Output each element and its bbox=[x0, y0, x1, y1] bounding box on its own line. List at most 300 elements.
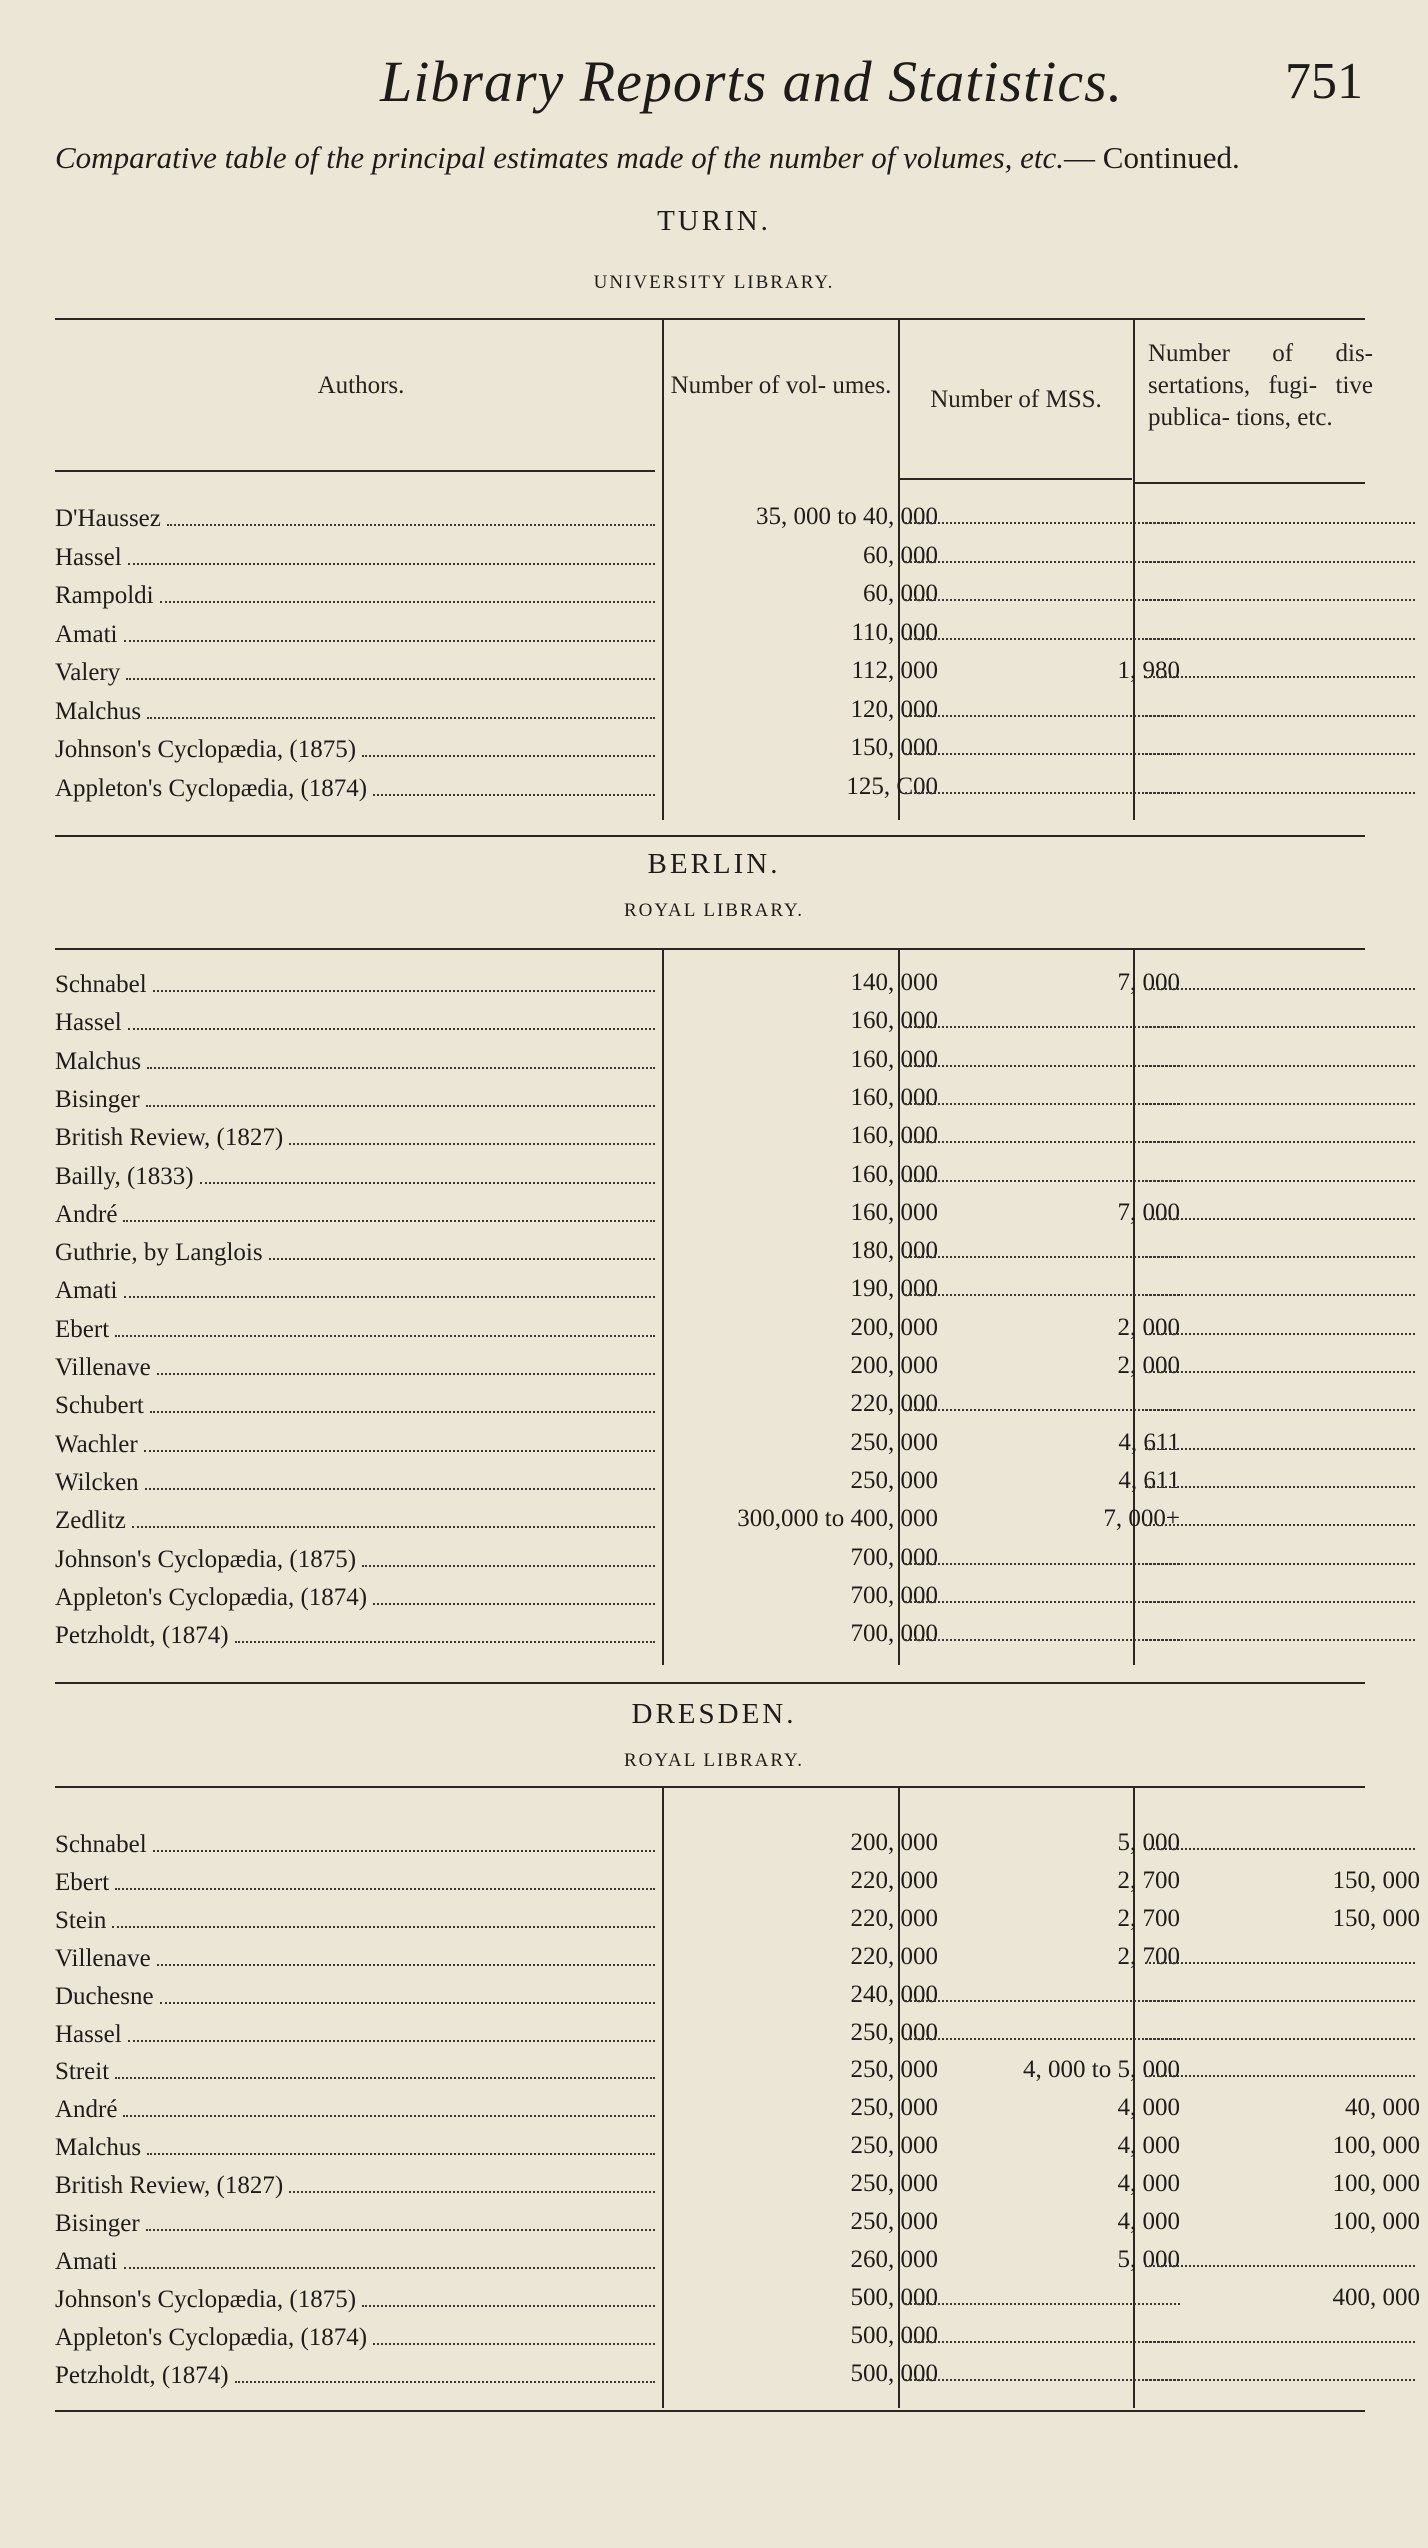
dot-leader bbox=[153, 964, 655, 992]
mss-cell: 2, 700 bbox=[1117, 1904, 1180, 1932]
author-name: Amati bbox=[55, 1277, 118, 1305]
author-cell bbox=[55, 2317, 655, 2355]
section-top-rule bbox=[55, 948, 1365, 950]
author-cell bbox=[55, 1041, 655, 1079]
volumes-cell: 160, 000 bbox=[850, 1007, 938, 1035]
table-row bbox=[55, 2241, 1365, 2279]
author-name: Hassel bbox=[55, 543, 122, 571]
header-underline-authors bbox=[55, 470, 655, 472]
column-header-volumes: Number of vol- umes. bbox=[670, 372, 892, 399]
dissertations-dot-leader bbox=[1145, 1938, 1415, 1964]
table-row bbox=[55, 614, 1365, 652]
author-name: Villenave bbox=[55, 1944, 151, 1972]
mss-dot-leader bbox=[905, 1002, 1180, 1028]
table-row bbox=[55, 2165, 1420, 2203]
mss-cell: 4, 611 bbox=[1118, 1466, 1180, 1494]
author-cell bbox=[55, 2165, 655, 2203]
dissertations-cell: 100, 000 bbox=[1332, 2208, 1420, 2235]
table-row bbox=[55, 1824, 1365, 1862]
author-name: André bbox=[55, 1200, 118, 1228]
volumes-cell: 240, 000 bbox=[850, 1980, 938, 2008]
author-cell bbox=[55, 1117, 655, 1155]
author-cell bbox=[55, 1539, 655, 1577]
dissertations-dot-leader bbox=[1145, 2051, 1415, 2077]
author-cell bbox=[55, 1194, 655, 1232]
column-header-mss: Number of MSS. bbox=[930, 386, 1102, 413]
author-name: Amati bbox=[55, 2247, 118, 2275]
mss-cell: 2, 700 bbox=[1117, 1866, 1180, 1894]
author-name: British Review, (1827) bbox=[55, 2172, 284, 2200]
table-row bbox=[55, 1500, 1365, 1538]
mss-dot-leader bbox=[905, 1079, 1180, 1105]
dissertations-dot-leader bbox=[1145, 1002, 1415, 1028]
running-title: Library Reports and Statistics. bbox=[380, 49, 1124, 114]
table-row bbox=[55, 1615, 1365, 1653]
dot-leader bbox=[373, 768, 655, 796]
table-row bbox=[55, 537, 1365, 575]
mss-cell: 4, 000 bbox=[1117, 2132, 1180, 2160]
header-underline-dissertations bbox=[1135, 482, 1365, 484]
author-name: Guthrie, by Langlois bbox=[55, 1239, 263, 1267]
volumes-cell: 250, 000 bbox=[850, 2132, 938, 2160]
table-row bbox=[55, 1079, 1365, 1117]
mss-dot-leader bbox=[905, 1156, 1180, 1182]
mss-cell: 4, 000 bbox=[1117, 2208, 1180, 2235]
table-row bbox=[55, 1156, 1365, 1194]
author-cell bbox=[55, 2089, 655, 2127]
volumes-cell: 160, 000 bbox=[850, 1045, 938, 1073]
author-name: Johnson's Cyclopædia, (1875) bbox=[55, 736, 357, 763]
dissertations-dot-leader bbox=[1145, 2241, 1415, 2267]
mss-cell: 7, 000+ bbox=[1103, 1505, 1180, 1533]
column-header-dissertations: Number of dis- sertations, fugi- tive publica- tions, etc. bbox=[1148, 340, 1373, 431]
author-name: Petzholdt, (1874) bbox=[55, 2361, 229, 2389]
volumes-cell: 60, 000 bbox=[863, 541, 938, 569]
table-row bbox=[55, 2127, 1420, 2165]
table-row bbox=[55, 1232, 1365, 1270]
mss-dot-leader bbox=[905, 2014, 1180, 2040]
author-cell bbox=[55, 1385, 655, 1423]
dot-leader bbox=[150, 1385, 655, 1413]
dissertations-dot-leader bbox=[1145, 1079, 1415, 1105]
dissertations-dot-leader bbox=[1145, 1462, 1415, 1488]
author-cell bbox=[55, 2051, 655, 2089]
dot-leader bbox=[112, 1900, 655, 1928]
mss-dot-leader bbox=[905, 1615, 1180, 1641]
dissertations-cell: 150, 000 bbox=[1332, 1904, 1420, 1932]
table-row bbox=[55, 1347, 1365, 1385]
volumes-cell: 250, 000 bbox=[850, 1466, 938, 1494]
dissertations-dot-leader bbox=[1145, 1309, 1415, 1335]
mss-dot-leader bbox=[905, 2279, 1180, 2305]
dissertations-dot-leader bbox=[1145, 768, 1415, 794]
mss-dot-leader bbox=[905, 729, 1180, 755]
author-name: Appleton's Cyclopædia, (1874) bbox=[55, 2323, 368, 2351]
dissertations-dot-leader bbox=[1145, 614, 1415, 640]
page-number: 751 bbox=[1285, 53, 1363, 110]
mss-cell: 4, 000 bbox=[1117, 2170, 1180, 2198]
volumes-cell: 700, 000 bbox=[850, 1581, 938, 1609]
section-title-turin: TURIN. bbox=[657, 205, 771, 237]
dot-leader bbox=[128, 1002, 655, 1030]
author-cell bbox=[55, 498, 655, 536]
volumes-cell: 500, 000 bbox=[850, 2283, 938, 2311]
mss-cell: 4, 611 bbox=[1118, 1428, 1180, 1456]
table-row bbox=[55, 1270, 1365, 1308]
author-cell bbox=[55, 1002, 655, 1040]
author-name: Duchesne bbox=[55, 1982, 154, 2010]
author-name: Ebert bbox=[55, 1315, 110, 1343]
dissertations-dot-leader bbox=[1145, 1976, 1415, 2002]
dot-leader bbox=[124, 1270, 656, 1298]
table-row bbox=[55, 498, 1365, 536]
mss-dot-leader bbox=[905, 691, 1180, 717]
table-row bbox=[55, 1309, 1365, 1347]
table-row bbox=[55, 1976, 1365, 2014]
author-name: Malchus bbox=[55, 1047, 142, 1075]
author-cell bbox=[55, 2203, 655, 2241]
dissertations-cell: 150, 000 bbox=[1332, 1866, 1420, 1894]
author-name: Zedlitz bbox=[55, 1507, 126, 1535]
section-library-dresden: ROYAL LIBRARY. bbox=[623, 1750, 805, 1771]
author-name: André bbox=[55, 2096, 118, 2124]
dot-leader bbox=[157, 1347, 655, 1375]
author-name: Bisinger bbox=[55, 1085, 140, 1113]
dissertations-cell: 100, 000 bbox=[1332, 2170, 1420, 2198]
author-name: Valery bbox=[55, 659, 121, 686]
author-cell bbox=[55, 1347, 655, 1385]
mss-dot-leader bbox=[905, 1270, 1180, 1296]
dot-leader bbox=[146, 1079, 655, 1107]
mss-cell: 1, 980 bbox=[1117, 657, 1180, 684]
volumes-cell: 110, 000 bbox=[851, 618, 938, 646]
author-name: Amati bbox=[55, 620, 118, 648]
volumes-cell: 200, 000 bbox=[850, 1313, 938, 1341]
dot-leader bbox=[362, 1539, 655, 1567]
dot-leader bbox=[153, 1824, 655, 1852]
dot-leader bbox=[362, 729, 655, 757]
mss-dot-leader bbox=[905, 575, 1180, 601]
mss-cell: 2, 000 bbox=[1117, 1352, 1180, 1379]
volumes-cell: 260, 000 bbox=[850, 2245, 938, 2273]
table-row bbox=[55, 652, 1365, 690]
table-row bbox=[55, 1117, 1365, 1155]
author-cell bbox=[55, 2014, 655, 2052]
dissertations-dot-leader bbox=[1145, 2014, 1415, 2040]
author-name: Johnson's Cyclopædia, (1875) bbox=[55, 1545, 357, 1573]
mss-cell: 7, 000 bbox=[1117, 1198, 1180, 1226]
volumes-cell: 220, 000 bbox=[850, 1390, 938, 1418]
author-cell bbox=[55, 1938, 655, 1976]
volumes-cell: 220, 000 bbox=[850, 1904, 938, 1932]
dot-leader bbox=[235, 1615, 655, 1643]
section-end-rule bbox=[55, 1682, 1365, 1684]
author-name: Bisinger bbox=[55, 2210, 140, 2237]
dot-leader bbox=[147, 1041, 655, 1069]
volumes-cell: 112, 000 bbox=[851, 657, 938, 684]
author-cell bbox=[55, 1309, 655, 1347]
dot-leader bbox=[124, 2241, 656, 2269]
table-row bbox=[55, 2014, 1365, 2052]
dot-leader bbox=[200, 1156, 655, 1184]
table-row bbox=[55, 1577, 1365, 1615]
dissertations-dot-leader bbox=[1145, 537, 1415, 563]
volumes-cell: 220, 000 bbox=[850, 1866, 938, 1894]
dot-leader bbox=[115, 1309, 655, 1337]
author-name: Schnabel bbox=[55, 1831, 147, 1858]
author-cell bbox=[55, 1577, 655, 1615]
volumes-cell: 160, 000 bbox=[850, 1083, 938, 1111]
dissertations-dot-leader bbox=[1145, 1117, 1415, 1143]
table-bottom-rule bbox=[55, 2410, 1365, 2412]
mss-dot-leader bbox=[905, 1041, 1180, 1067]
mss-dot-leader bbox=[905, 2355, 1180, 2381]
volumes-cell: 500, 000 bbox=[850, 2359, 938, 2387]
volumes-cell: 700, 000 bbox=[850, 1543, 938, 1571]
dot-leader bbox=[235, 2355, 655, 2383]
dissertations-dot-leader bbox=[1145, 498, 1415, 524]
section-title-dresden: DRESDEN. bbox=[631, 1698, 797, 1730]
dissertations-dot-leader bbox=[1145, 1194, 1415, 1220]
mss-dot-leader bbox=[905, 2317, 1180, 2343]
table-row bbox=[55, 964, 1365, 1002]
mss-cell: 4, 000 to 5, 000 bbox=[1023, 2056, 1180, 2084]
author-name: Wilcken bbox=[55, 1468, 139, 1496]
column-header-authors: Authors. bbox=[317, 372, 405, 399]
table-row bbox=[55, 1938, 1365, 1976]
author-cell bbox=[55, 1862, 655, 1900]
author-name: Villenave bbox=[55, 1354, 151, 1381]
table-row bbox=[55, 1862, 1420, 1900]
author-name: Bailly, (1833) bbox=[55, 1162, 194, 1190]
mss-dot-leader bbox=[905, 498, 1180, 524]
author-name: Malchus bbox=[55, 697, 142, 725]
mss-cell: 7, 000 bbox=[1117, 969, 1180, 996]
author-cell bbox=[55, 729, 655, 767]
volumes-cell: 60, 000 bbox=[863, 580, 938, 607]
author-cell bbox=[55, 652, 655, 690]
mss-dot-leader bbox=[905, 1385, 1180, 1411]
dot-leader bbox=[124, 614, 656, 642]
author-cell bbox=[55, 614, 655, 652]
dot-leader bbox=[123, 2089, 655, 2117]
dot-leader bbox=[128, 2014, 655, 2042]
volumes-cell: 200, 000 bbox=[850, 1352, 938, 1379]
author-cell bbox=[55, 2241, 655, 2279]
volumes-cell: 220, 000 bbox=[850, 1942, 938, 1970]
mss-dot-leader bbox=[905, 1577, 1180, 1603]
author-cell bbox=[55, 2355, 655, 2393]
volumes-cell: 250, 000 bbox=[850, 2056, 938, 2084]
mss-dot-leader bbox=[905, 1232, 1180, 1258]
dissertations-dot-leader bbox=[1145, 1347, 1415, 1373]
dot-leader bbox=[115, 1862, 655, 1890]
author-name: Johnson's Cyclopædia, (1875) bbox=[55, 2285, 357, 2313]
author-cell bbox=[55, 1900, 655, 1938]
table-row bbox=[55, 1539, 1365, 1577]
author-cell bbox=[55, 768, 655, 806]
table-row bbox=[55, 1424, 1365, 1462]
dissertations-cell: 400, 000 bbox=[1332, 2283, 1420, 2311]
author-cell bbox=[55, 1079, 655, 1117]
author-name: Appleton's Cyclopædia, (1874) bbox=[55, 774, 368, 802]
dissertations-dot-leader bbox=[1145, 691, 1415, 717]
author-cell bbox=[55, 575, 655, 613]
volumes-cell: 35, 000 to 40, 000 bbox=[756, 503, 938, 530]
table-row bbox=[55, 2203, 1420, 2241]
dot-leader bbox=[147, 691, 655, 719]
author-cell bbox=[55, 1462, 655, 1500]
table-row bbox=[55, 1194, 1365, 1232]
mss-dot-leader bbox=[905, 1539, 1180, 1565]
dissertations-dot-leader bbox=[1145, 1824, 1415, 1850]
author-cell bbox=[55, 1976, 655, 2014]
table-top-rule bbox=[55, 318, 1365, 320]
dot-leader bbox=[126, 652, 655, 680]
volumes-cell: 120, 000 bbox=[850, 695, 938, 723]
dot-leader bbox=[132, 1500, 655, 1528]
dot-leader bbox=[160, 1976, 655, 2004]
author-name: Streit bbox=[55, 2058, 110, 2086]
table-row bbox=[55, 1900, 1420, 1938]
dot-leader bbox=[147, 2127, 655, 2155]
dot-leader bbox=[289, 2165, 655, 2193]
volumes-cell: 250, 000 bbox=[850, 2208, 938, 2235]
author-cell bbox=[55, 1270, 655, 1308]
dissertations-dot-leader bbox=[1145, 1041, 1415, 1067]
volumes-cell: 300,000 to 400, 000 bbox=[737, 1505, 938, 1533]
table-row bbox=[55, 2051, 1365, 2089]
section-library-turin: UNIVERSITY LIBRARY. bbox=[593, 272, 835, 293]
volumes-cell: 250, 000 bbox=[850, 1428, 938, 1456]
volumes-cell: 150, 000 bbox=[850, 734, 938, 761]
dot-leader bbox=[373, 1577, 655, 1605]
table-row bbox=[55, 2317, 1365, 2355]
volumes-cell: 180, 000 bbox=[850, 1237, 938, 1265]
mss-dot-leader bbox=[905, 614, 1180, 640]
table-row bbox=[55, 1385, 1365, 1423]
author-name: British Review, (1827) bbox=[55, 1124, 284, 1152]
author-name: Ebert bbox=[55, 1868, 110, 1896]
author-cell bbox=[55, 1824, 655, 1862]
header-underline-mss bbox=[900, 478, 1132, 480]
dissertations-dot-leader bbox=[1145, 652, 1415, 678]
mss-cell: 5, 000 bbox=[1117, 2245, 1180, 2273]
dot-leader bbox=[373, 2317, 655, 2345]
dissertations-cell: 100, 000 bbox=[1332, 2132, 1420, 2160]
volumes-cell: 250, 000 bbox=[850, 2170, 938, 2198]
dot-leader bbox=[128, 537, 655, 565]
table-caption bbox=[55, 140, 1355, 176]
table-row bbox=[55, 1462, 1365, 1500]
mss-cell: 5, 000 bbox=[1117, 1829, 1180, 1856]
volumes-cell: 160, 000 bbox=[850, 1198, 938, 1226]
mss-dot-leader bbox=[905, 537, 1180, 563]
author-cell bbox=[55, 1232, 655, 1270]
section-end-rule bbox=[55, 835, 1365, 837]
author-cell bbox=[55, 1424, 655, 1462]
dissertations-dot-leader bbox=[1145, 1577, 1415, 1603]
table-row bbox=[55, 2279, 1420, 2317]
author-cell bbox=[55, 2127, 655, 2165]
volumes-cell: 160, 000 bbox=[850, 1160, 938, 1188]
dissertations-dot-leader bbox=[1145, 729, 1415, 755]
author-name: D'Haussez bbox=[55, 505, 161, 532]
dissertations-dot-leader bbox=[1145, 1500, 1415, 1526]
volumes-cell: 190, 000 bbox=[850, 1275, 938, 1303]
volumes-cell: 160, 000 bbox=[850, 1122, 938, 1150]
table-row bbox=[55, 2089, 1420, 2127]
author-name: Schubert bbox=[55, 1392, 144, 1420]
dot-leader bbox=[362, 2279, 655, 2307]
dissertations-dot-leader bbox=[1145, 1385, 1415, 1411]
mss-dot-leader bbox=[905, 1976, 1180, 2002]
table-row bbox=[55, 2355, 1365, 2393]
dot-leader bbox=[269, 1232, 655, 1260]
dissertations-dot-leader bbox=[1145, 1156, 1415, 1182]
dissertations-dot-leader bbox=[1145, 2317, 1415, 2343]
table-row bbox=[55, 1002, 1365, 1040]
dissertations-dot-leader bbox=[1145, 1539, 1415, 1565]
volumes-cell: 140, 000 bbox=[850, 969, 938, 996]
running-head bbox=[0, 40, 1428, 120]
table-row bbox=[55, 768, 1365, 806]
dissertations-dot-leader bbox=[1145, 964, 1415, 990]
table-row bbox=[55, 729, 1365, 767]
volumes-cell: 200, 000 bbox=[850, 1829, 938, 1856]
author-cell bbox=[55, 537, 655, 575]
volumes-cell: 700, 000 bbox=[850, 1620, 938, 1648]
author-name: Petzholdt, (1874) bbox=[55, 1622, 229, 1650]
section-top-rule bbox=[55, 1786, 1365, 1788]
dot-leader bbox=[144, 1424, 655, 1452]
table-row bbox=[55, 575, 1365, 613]
author-cell bbox=[55, 691, 655, 729]
volumes-cell: 250, 000 bbox=[850, 2018, 938, 2046]
author-name: Malchus bbox=[55, 2134, 142, 2162]
volumes-cell: 125, C00 bbox=[846, 772, 938, 800]
dissertations-dot-leader bbox=[1145, 1270, 1415, 1296]
author-name: Hassel bbox=[55, 2020, 122, 2048]
author-name: Stein bbox=[55, 1906, 107, 1934]
dot-leader bbox=[115, 2051, 655, 2079]
dissertations-dot-leader bbox=[1145, 1232, 1415, 1258]
dissertations-dot-leader bbox=[1145, 1424, 1415, 1450]
author-name: Rampoldi bbox=[55, 582, 154, 609]
dot-leader bbox=[289, 1117, 655, 1145]
table-row bbox=[55, 1041, 1365, 1079]
section-library-berlin: ROYAL LIBRARY. bbox=[623, 900, 805, 921]
author-name: Appleton's Cyclopædia, (1874) bbox=[55, 1583, 368, 1611]
caption-text: Comparative table of the principal estimates made of the number of volumes, etc. bbox=[55, 140, 1065, 175]
mss-dot-leader bbox=[905, 1117, 1180, 1143]
author-cell bbox=[55, 1156, 655, 1194]
author-name: Wachler bbox=[55, 1430, 138, 1458]
caption-suffix: — Continued. bbox=[1064, 140, 1240, 175]
mss-cell: 4, 000 bbox=[1117, 2094, 1180, 2122]
dot-leader bbox=[146, 2203, 655, 2231]
dot-leader bbox=[157, 1938, 655, 1966]
dissertations-cell: 40, 000 bbox=[1345, 2094, 1420, 2122]
dissertations-dot-leader bbox=[1145, 1615, 1415, 1641]
dot-leader bbox=[167, 498, 655, 526]
author-name: Hassel bbox=[55, 1009, 122, 1037]
section-title-berlin: BERLIN. bbox=[647, 848, 781, 880]
mss-dot-leader bbox=[905, 768, 1180, 794]
mss-cell: 2, 700 bbox=[1117, 1942, 1180, 1970]
author-cell bbox=[55, 964, 655, 1002]
dot-leader bbox=[145, 1462, 655, 1490]
